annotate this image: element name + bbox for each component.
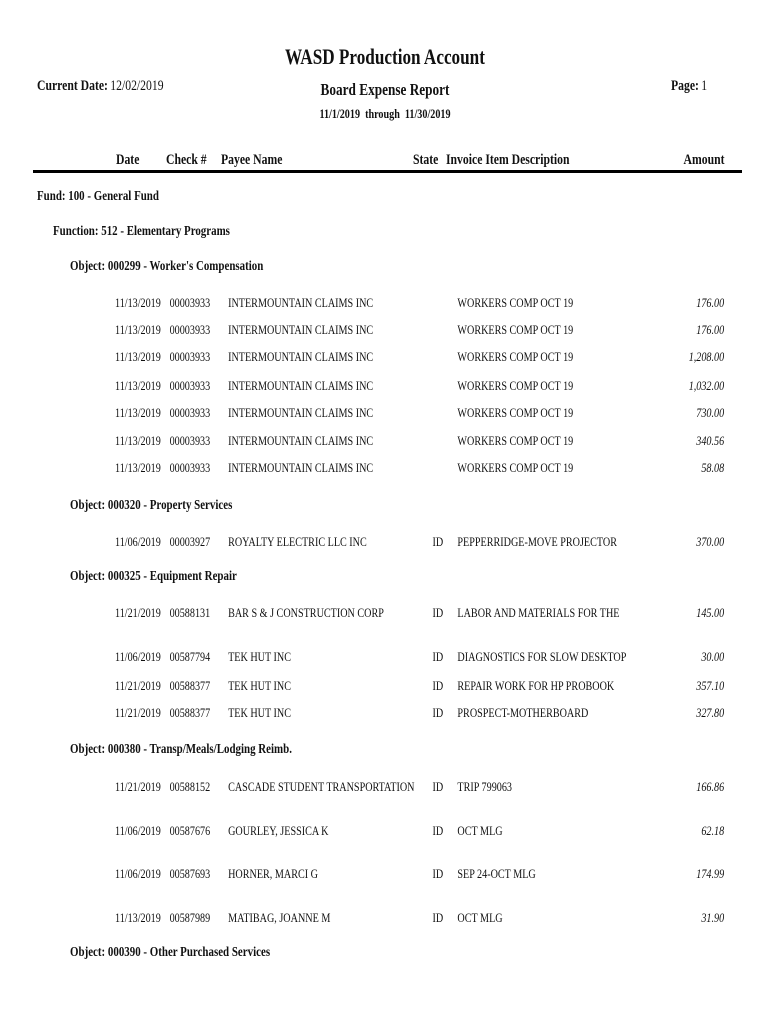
col-date: Date [116, 152, 140, 168]
row-check: 00587693 [169, 867, 211, 880]
table-row [115, 434, 724, 447]
row-state: ID [432, 679, 444, 692]
table-row [115, 379, 724, 392]
row-payee: INTERMOUNTAIN CLAIMS INC [228, 434, 374, 447]
row-payee: MATIBAG, JOANNE M [228, 911, 331, 924]
page-indicator [671, 79, 707, 94]
row-state [432, 461, 457, 474]
col-check: Check # [166, 152, 207, 168]
row-payee: CASCADE STUDENT TRANSPORTATION [228, 780, 415, 793]
col-payee: Payee Name [221, 152, 283, 168]
col-amount: Amount [684, 152, 725, 168]
row-date: 11/21/2019 [115, 606, 161, 619]
row-check: 00003933 [169, 434, 211, 447]
row-description: PROSPECT-MOTHERBOARD [457, 706, 589, 719]
row-amount: 730.00 [696, 406, 725, 419]
table-row [115, 461, 724, 474]
row-amount: 30.00 [701, 650, 725, 663]
table-row [115, 911, 724, 924]
row-check: 00588377 [169, 706, 211, 719]
row-amount: 176.00 [696, 296, 725, 309]
row-check: 00587989 [169, 911, 211, 924]
row-payee: BAR S & J CONSTRUCTION CORP [228, 606, 384, 619]
row-check: 00003927 [169, 535, 211, 548]
row-amount: 58.08 [701, 461, 725, 474]
row-description: WORKERS COMP OCT 19 [457, 406, 574, 419]
col-description: Invoice Item Description [446, 152, 570, 168]
object-heading: Object: 000325 - Equipment Repair [70, 569, 237, 584]
current-date [37, 79, 164, 94]
row-amount: 370.00 [696, 535, 725, 548]
row-state [432, 406, 457, 419]
row-state [432, 323, 457, 336]
row-check: 00003933 [169, 379, 211, 392]
row-amount: 145.00 [696, 606, 725, 619]
row-amount: 62.18 [701, 824, 725, 837]
row-date: 11/06/2019 [115, 535, 161, 548]
row-description: LABOR AND MATERIALS FOR THE [457, 606, 620, 619]
row-date: 11/21/2019 [115, 780, 161, 793]
row-date: 11/13/2019 [115, 323, 161, 336]
row-description: REPAIR WORK FOR HP PROBOOK [457, 679, 615, 692]
table-row [115, 606, 724, 619]
row-check: 00587794 [169, 650, 211, 663]
fund-heading: Fund: 100 - General Fund [37, 189, 159, 204]
row-state: ID [432, 706, 444, 719]
table-row [115, 296, 724, 309]
row-state [432, 434, 457, 447]
row-date: 11/06/2019 [115, 867, 161, 880]
row-check: 00588152 [169, 780, 211, 793]
table-row [115, 406, 724, 419]
row-date: 11/13/2019 [115, 434, 161, 447]
row-check: 00003933 [169, 323, 211, 336]
row-description: TRIP 799063 [457, 780, 512, 793]
row-payee: TEK HUT INC [228, 679, 291, 692]
row-payee: TEK HUT INC [228, 650, 291, 663]
table-row [115, 350, 724, 363]
row-date: 11/13/2019 [115, 379, 161, 392]
row-state: ID [432, 650, 444, 663]
object-heading: Object: 000380 - Transp/Meals/Lodging Reimb. [70, 742, 292, 757]
row-check: 00003933 [169, 406, 211, 419]
row-date: 11/13/2019 [115, 461, 161, 474]
row-date: 11/13/2019 [115, 406, 161, 419]
row-date: 11/06/2019 [115, 824, 161, 837]
row-state: ID [432, 780, 444, 793]
page-label: Page: [671, 78, 699, 94]
row-amount: 340.56 [696, 434, 725, 447]
object-heading: Object: 000390 - Other Purchased Services [70, 945, 271, 960]
row-amount: 357.10 [696, 679, 725, 692]
row-description: SEP 24-OCT MLG [457, 867, 536, 880]
row-amount: 327.80 [696, 706, 725, 719]
row-payee: INTERMOUNTAIN CLAIMS INC [228, 379, 374, 392]
row-description: WORKERS COMP OCT 19 [457, 434, 574, 447]
function-heading: Function: 512 - Elementary Programs [53, 224, 230, 239]
table-row [115, 780, 724, 793]
row-description: DIAGNOSTICS FOR SLOW DESKTOP [457, 650, 627, 663]
row-description: WORKERS COMP OCT 19 [457, 323, 574, 336]
row-amount: 1,032.00 [688, 379, 725, 392]
report-title: WASD Production Account [285, 44, 485, 69]
row-payee: INTERMOUNTAIN CLAIMS INC [228, 323, 374, 336]
row-check: 00588131 [169, 606, 211, 619]
row-payee: INTERMOUNTAIN CLAIMS INC [228, 350, 374, 363]
row-check: 00003933 [169, 296, 211, 309]
row-amount: 176.00 [696, 323, 725, 336]
row-description: WORKERS COMP OCT 19 [457, 350, 574, 363]
row-payee: INTERMOUNTAIN CLAIMS INC [228, 406, 374, 419]
row-state: ID [432, 824, 444, 837]
table-row [115, 824, 724, 837]
row-payee: TEK HUT INC [228, 706, 291, 719]
row-payee: INTERMOUNTAIN CLAIMS INC [228, 296, 374, 309]
row-date: 11/21/2019 [115, 679, 161, 692]
row-description: WORKERS COMP OCT 19 [457, 461, 574, 474]
row-payee: ROYALTY ELECTRIC LLC INC [228, 535, 367, 548]
row-amount: 1,208.00 [688, 350, 725, 363]
table-row [115, 323, 724, 336]
row-description: WORKERS COMP OCT 19 [457, 379, 574, 392]
object-heading: Object: 000299 - Worker's Compensation [70, 259, 264, 274]
row-state: ID [432, 535, 444, 548]
row-amount: 174.99 [696, 867, 725, 880]
row-description: OCT MLG [457, 911, 503, 924]
col-state: State [413, 152, 439, 168]
row-state [432, 296, 457, 309]
row-description: OCT MLG [457, 824, 503, 837]
row-check: 00003933 [169, 461, 211, 474]
row-payee: INTERMOUNTAIN CLAIMS INC [228, 461, 374, 474]
table-row [115, 535, 724, 548]
table-row [115, 679, 724, 692]
row-date: 11/13/2019 [115, 296, 161, 309]
current-date-label: Current Date: [37, 78, 108, 94]
date-range: 11/1/2019 through 11/30/2019 [319, 106, 451, 121]
header-rule [33, 170, 742, 173]
row-amount: 31.90 [701, 911, 725, 924]
table-row [115, 867, 724, 880]
row-check: 00587676 [169, 824, 211, 837]
row-date: 11/13/2019 [115, 350, 161, 363]
table-row [115, 650, 724, 663]
row-date: 11/21/2019 [115, 706, 161, 719]
row-state [432, 379, 457, 392]
page-number: 1 [701, 78, 708, 94]
object-heading: Object: 000320 - Property Services [70, 498, 233, 513]
row-payee: HORNER, MARCI G [228, 867, 318, 880]
row-state: ID [432, 606, 444, 619]
row-date: 11/13/2019 [115, 911, 161, 924]
row-payee: GOURLEY, JESSICA K [228, 824, 329, 837]
row-state: ID [432, 867, 444, 880]
row-state: ID [432, 911, 444, 924]
row-date: 11/06/2019 [115, 650, 161, 663]
row-check: 00003933 [169, 350, 211, 363]
row-description: WORKERS COMP OCT 19 [457, 296, 574, 309]
row-check: 00588377 [169, 679, 211, 692]
report-subtitle: Board Expense Report [320, 80, 450, 99]
table-row [115, 706, 724, 719]
row-state [432, 350, 457, 363]
row-amount: 166.86 [696, 780, 725, 793]
row-description: PEPPERRIDGE-MOVE PROJECTOR [457, 535, 617, 548]
current-date-value: 12/02/2019 [110, 78, 164, 94]
